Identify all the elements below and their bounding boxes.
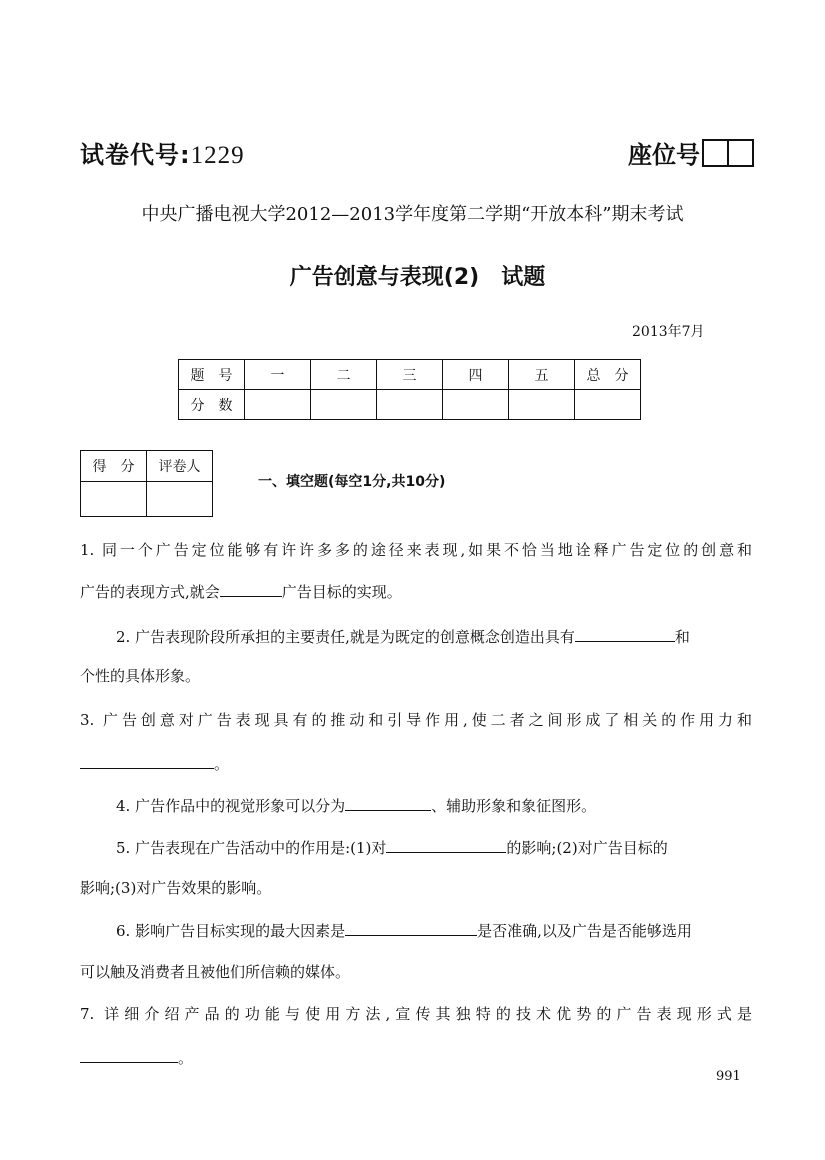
grader-cell-empty[interactable] [81,482,147,517]
question-text: 。 [178,1049,194,1067]
score-table-score-row [179,390,641,420]
score-table [178,359,641,420]
question-text: 是否准确,以及广告是否能够选用 [477,922,692,940]
grader-table-cell: 得 分 [81,451,147,482]
question-5-line-1 [80,836,752,859]
question-3-line-1: 3. 广告创意对广告表现具有的推动和引导作用,使二者之间形成了相关的作用力和 [80,711,752,729]
answer-blank[interactable] [575,625,675,642]
score-table-cell: 三 [377,360,443,390]
grader-table-cell: 评卷人 [147,451,213,482]
question-1-line-1: 1. 同一个广告定位能够有许许多多的途径来表现,如果不恰当地诠释广告定位的创意和 [80,541,752,559]
answer-blank[interactable] [80,752,214,769]
paper-title: 广告创意与表现(2) 试题 [289,265,546,290]
answer-blank[interactable] [80,1046,178,1063]
score-cell-empty[interactable] [245,390,311,420]
seat-number [628,135,754,170]
question-text: 5. 广告表现在广告活动中的作用是:(1)对 [116,839,387,857]
seat-box-2[interactable] [727,141,752,165]
score-cell-empty[interactable] [377,390,443,420]
paper-code [80,135,245,170]
grader-table-header-row [81,451,213,482]
answer-blank[interactable] [345,919,477,936]
seat-number-label: 座位号 [628,141,700,169]
seat-number-boxes[interactable] [702,139,754,167]
answer-blank[interactable] [220,580,282,597]
answer-blank[interactable] [386,836,506,853]
question-6-line-1 [80,919,752,942]
question-4 [80,794,752,817]
question-text: 的影响;(2)对广告目标的 [506,839,668,857]
question-text: 、辅助形象和象征图形。 [431,797,597,815]
question-5-line-2: 影响;(3)对广告效果的影响。 [80,879,272,897]
exam-title: 中央广播电视大学2012—2013学年度第二学期“开放本科”期末考试 [141,204,684,225]
score-table-cell: 五 [509,360,575,390]
question-6-line-2: 可以触及消费者且被他们所信赖的媒体。 [80,963,351,981]
score-cell-empty[interactable] [443,390,509,420]
seat-box-1[interactable] [704,141,727,165]
question-text: 和 [674,628,690,646]
question-1-line-2 [80,580,752,603]
question-2-line-2: 个性的具体形象。 [80,667,201,685]
section-heading: 一、填空题(每空1分,共10分) [258,474,446,490]
question-text: 2. 广告表现阶段所承担的主要责任,就是为既定的创意概念创造出具有 [116,628,575,646]
question-2-line-1 [80,625,752,648]
question-text: 广告的表现方式,就会 [80,583,220,601]
score-table-cell: 四 [443,360,509,390]
answer-blank[interactable] [345,794,431,811]
question-text: 广告目标的实现。 [281,583,402,601]
question-3-line-2 [80,752,752,775]
score-table-cell: 一 [245,360,311,390]
score-cell-empty[interactable] [311,390,377,420]
grader-table [80,450,213,517]
score-cell-empty[interactable] [509,390,575,420]
page-number: 991 [716,1069,741,1084]
question-text: 6. 影响广告目标实现的最大因素是 [116,922,346,940]
grader-cell-empty[interactable] [147,482,213,517]
question-text: 。 [214,755,230,773]
score-table-cell: 题 号 [179,360,245,390]
score-table-header-row [179,360,641,390]
score-table-cell: 分 数 [179,390,245,420]
score-table-cell: 总 分 [575,360,641,390]
question-7-line-2 [80,1046,752,1069]
paper-code-value: 1229 [190,142,245,169]
paper-code-label: 试卷代号: [80,141,191,169]
question-7-line-1: 7. 详细介绍产品的功能与使用方法,宣传其独特的技术优势的广告表现形式是 [80,1005,752,1023]
question-text: 4. 广告作品中的视觉形象可以分为 [116,797,346,815]
grader-table-body-row [81,482,213,517]
score-table-cell: 二 [311,360,377,390]
exam-date: 2013年7月 [632,324,705,340]
score-cell-empty[interactable] [575,390,641,420]
